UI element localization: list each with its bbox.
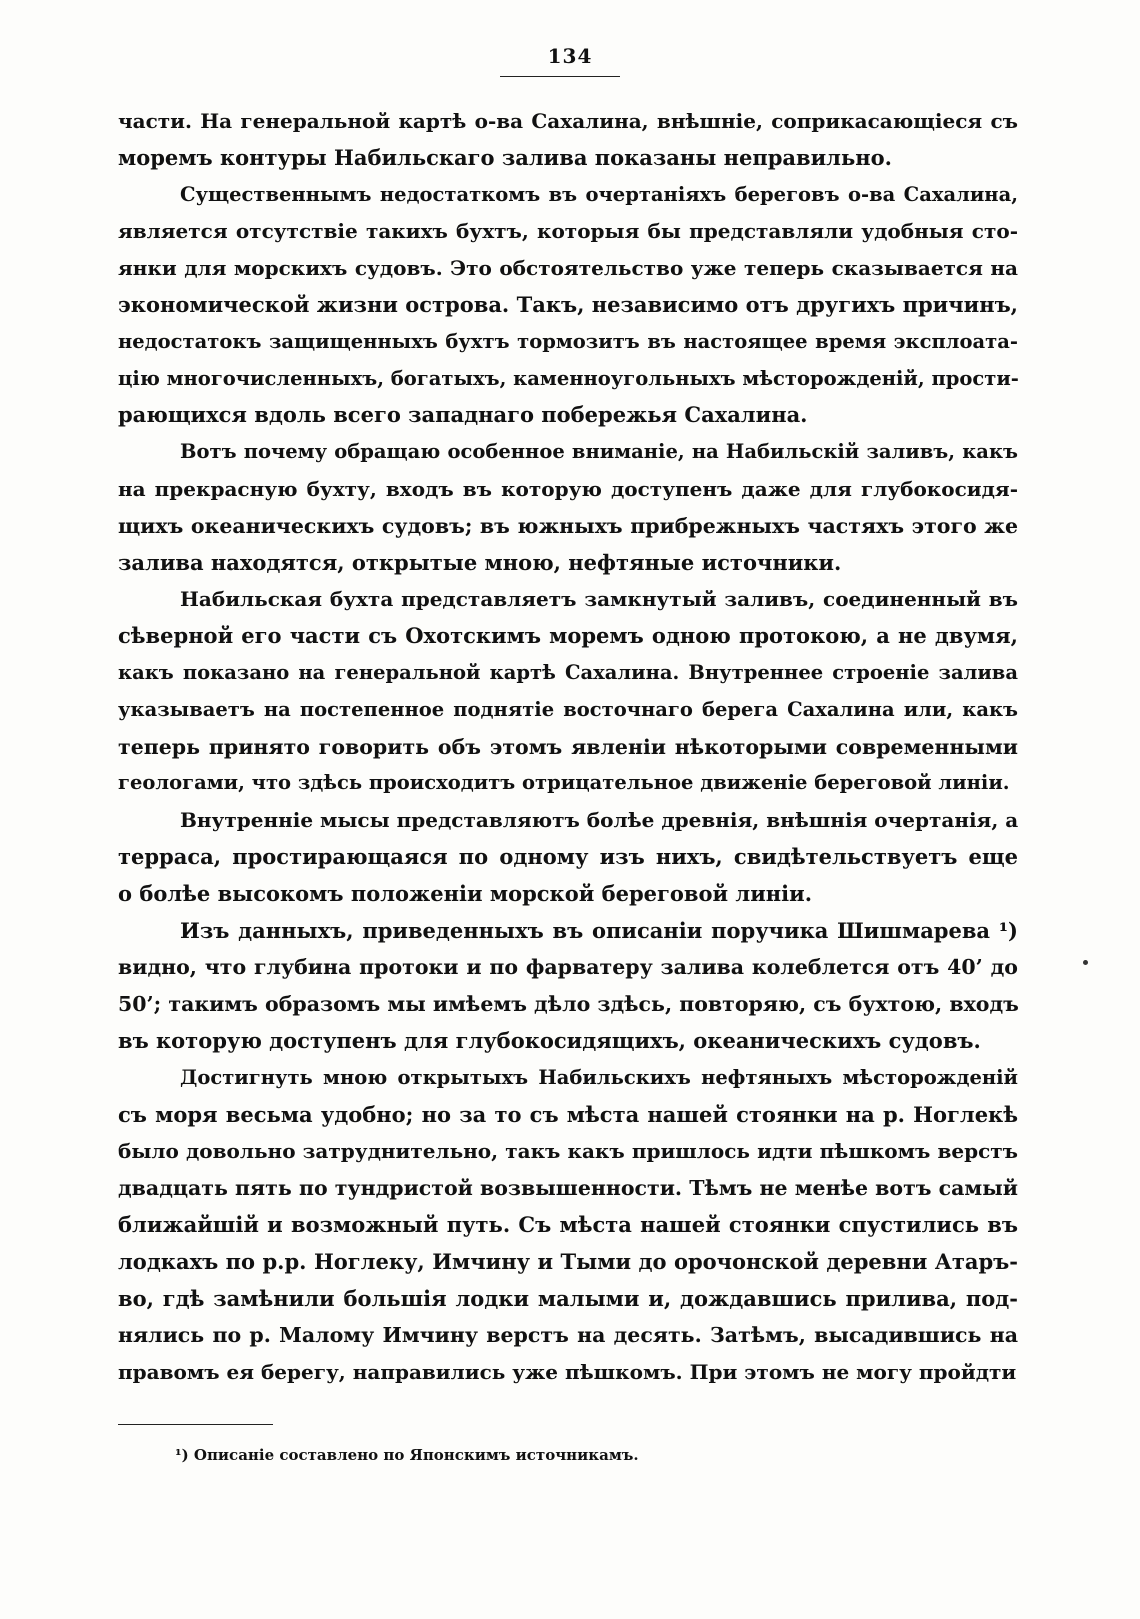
- text-line: геологами, что здѣсь происходитъ отрицательное движеніе береговой линіи.: [118, 771, 1010, 795]
- text-line: правомъ ея берегу, направились уже пѣшкомъ. При этомъ не могу пройдти: [118, 1360, 1017, 1385]
- footnote-rule: [118, 1424, 273, 1425]
- text-line: 50’; такимъ образомъ мы имѣемъ дѣло здѣсь, повторяю, съ бухтою, входъ: [118, 992, 1019, 1017]
- text-line: лодкахъ по р.р. Ноглеку, Имчину и Тыми до орочонской деревни Атаръ-: [118, 1248, 1018, 1274]
- text-line: янки для морскихъ судовъ. Это обстоятельство уже теперь сказывается на: [118, 256, 1018, 281]
- text-line: Внутренніе мысы представляютъ болѣе древнія, внѣшнія очертанія, а: [180, 808, 1019, 833]
- text-line: залива находятся, открытые мною, нефтяные источники.: [118, 549, 842, 575]
- paragraph: [118, 1060, 1018, 1391]
- paragraph: [118, 177, 1018, 435]
- text-line: щихъ океаническихъ судовъ; въ южныхъ прибрежныхъ частяхъ этого же: [118, 513, 1018, 538]
- paragraph: [118, 802, 1018, 912]
- text-line: Изъ данныхъ, приведенныхъ въ описаніи поручика Шишмарева ¹): [180, 917, 1018, 943]
- body-text: [118, 103, 1018, 1391]
- text-line: терраса, простирающаяся по одному изъ нихъ, свидѣтельствуетъ еще: [118, 843, 1018, 869]
- margin-mark: [1083, 960, 1088, 965]
- paragraph: [118, 103, 1018, 177]
- page-number: 134: [547, 44, 593, 68]
- text-line: части. На генеральной картѣ о-ва Сахалина, внѣшніе, соприкасающіеся съ: [118, 109, 1018, 133]
- text-line: является отсутствіе такихъ бухтъ, которыя бы представляли удобныя сто-: [118, 219, 1018, 244]
- text-line: рающихся вдоль всего западнаго побережья Сахалина.: [118, 402, 808, 428]
- text-line: какъ показано на генеральной картѣ Сахалина. Внутреннее строеніе залива: [118, 660, 1018, 684]
- text-line: Достигнуть мною открытыхъ Набильскихъ нефтяныхъ мѣсторожденій: [180, 1065, 1018, 1089]
- text-line: Вотъ почему обращаю особенное вниманіе, на Набильскій заливъ, какъ: [180, 440, 1018, 464]
- text-line: Существеннымъ недостаткомъ въ очертаніяхъ береговъ о-ва Сахалина,: [180, 182, 1018, 206]
- text-line: сѣверной его части съ Охотскимъ моремъ одною протокою, а не двумя,: [118, 623, 1018, 649]
- text-line: экономической жизни острова. Такъ, независимо отъ другихъ причинъ,: [118, 291, 1018, 317]
- text-line: теперь принято говорить объ этомъ явленіи нѣкоторыми современными: [118, 734, 1018, 759]
- text-line: моремъ контуры Набильскаго залива показаны неправильно.: [118, 144, 892, 170]
- page-number-rule: [500, 76, 620, 77]
- text-line: указываетъ на постепенное поднятіе восточнаго берега Сахалина или, какъ: [118, 697, 1018, 721]
- text-line: съ моря весьма удобно; но за то съ мѣста нашей стоянки на р. Ноглекѣ: [118, 1101, 1018, 1127]
- paragraph: [118, 913, 1018, 1060]
- paragraph: [118, 434, 1018, 581]
- footnote: ¹) Описаніе составлено по Японскимъ источникамъ.: [175, 1446, 639, 1464]
- paragraph: [118, 581, 1018, 802]
- text-line: двадцать пять по тундристой возвышенности. Тѣмъ не менѣе вотъ самый: [118, 1176, 1018, 1201]
- text-line: на прекрасную бухту, входъ въ которую доступенъ даже для глубокосидя-: [118, 476, 1018, 501]
- text-line: о болѣе высокомъ положеніи морской береговой линіи.: [118, 880, 813, 906]
- text-line: ближайшій и возможный путь. Съ мѣста нашей стоянки спустились въ: [118, 1211, 1018, 1237]
- text-line: Набильская бухта представляетъ замкнутый заливъ, соединенный въ: [180, 587, 1018, 612]
- text-line: было довольно затруднительно, такъ какъ пришлось идти пѣшкомъ верстъ: [118, 1139, 1018, 1164]
- text-line: въ которую доступенъ для глубокосидящихъ, океаническихъ судовъ.: [118, 1027, 981, 1053]
- text-line: во, гдѣ замѣнили большія лодки малыми и, дождавшись прилива, под-: [118, 1285, 1018, 1311]
- text-line: нялись по р. Малому Имчину верстъ на десять. Затѣмъ, высадившись на: [118, 1323, 1018, 1348]
- text-line: недостатокъ защищенныхъ бухтъ тормозитъ въ настоящее время эксплоата-: [118, 329, 1018, 353]
- text-line: видно, что глубина протоки и по фарватеру залива колеблется отъ 40’ до: [118, 955, 1018, 980]
- text-line: цію многочисленныхъ, богатыхъ, каменноугольныхъ мѣсторожденій, прости-: [118, 366, 1019, 390]
